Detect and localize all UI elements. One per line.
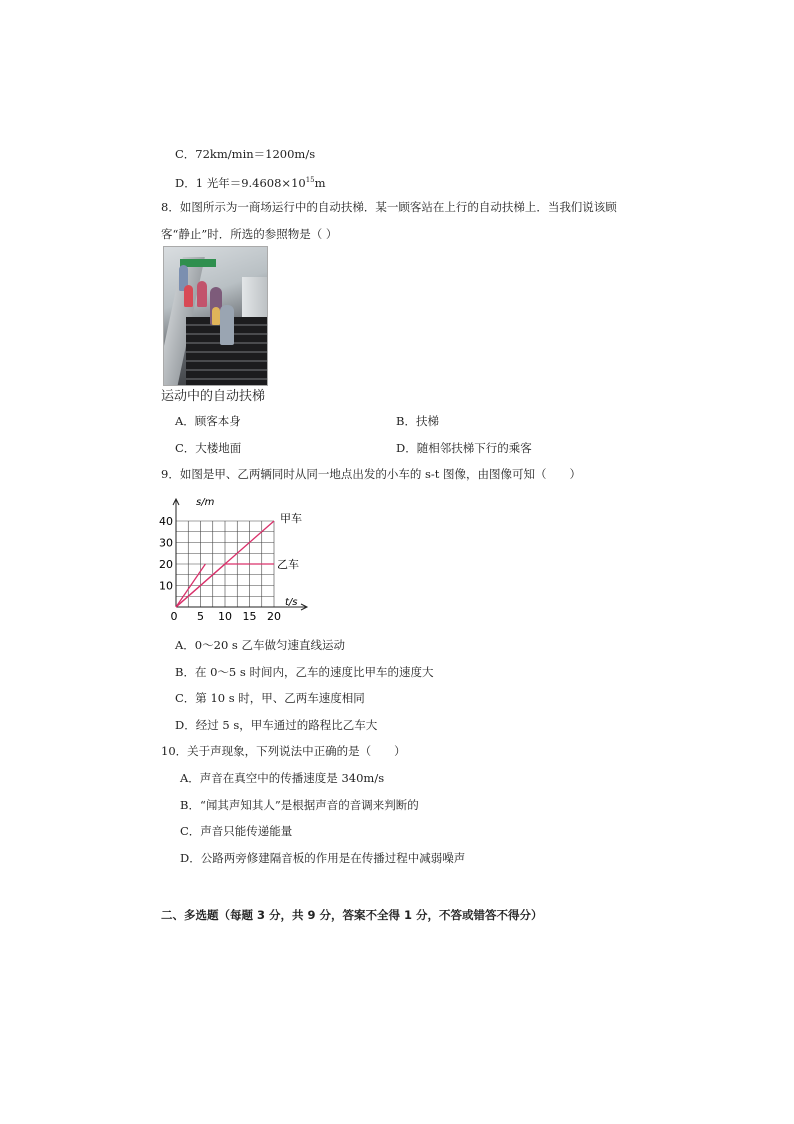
q9-option-d: D．经过 5 s，甲车通过的路程比乙车大 [175,718,378,732]
q10-option-a: A．声音在真空中的传播速度是 340m/s [180,771,385,785]
series-label-yi: 乙车 [277,558,299,571]
x-axis-label: t/s [285,597,298,608]
x-tick-label: 0 [170,610,178,623]
section-heading-multi-choice: 二、多选题（每题 3 分，共 9 分，答案不全得 1 分，不答或错答不得分） [161,908,543,922]
escalator-photo [163,246,268,386]
q8-stem-line2: 客“静止”时．所选的参照物是（ ） [161,227,338,241]
st-graph [150,494,320,624]
q8-option-c: C．大楼地面 [175,441,242,455]
y-tick-label: 30 [159,536,173,550]
q10-stem: 10．关于声现象，下列说法中正确的是（ ） [161,744,406,758]
q9-option-b: B．在 0～5 s 时间内，乙车的速度比甲车的速度大 [175,665,434,679]
x-tick-label: 20 [267,610,281,623]
q9-option-c: C．第 10 s 时，甲、乙两车速度相同 [175,691,365,705]
q10-option-b: B．“闻其声知其人”是根据声音的音调来判断的 [180,798,419,812]
y-axis-label: s/m [196,497,215,508]
y-tick-label: 10 [159,579,173,593]
q7-option-d-suffix: m [314,175,326,190]
q10-option-c: C．声音只能传递能量 [180,824,293,838]
q9-stem: 9．如图是甲、乙两辆同时从同一地点出发的小车的 s-t 图像，由图像可知（ ） [161,467,582,481]
x-tick-label: 5 [197,610,204,623]
q8-stem-line1: 8．如图所示为一商场运行中的自动扶梯．某一顾客站在上行的自动扶梯上．当我们说该顾 [161,200,617,214]
q7-option-d [175,172,326,191]
q8-option-b: B．扶梯 [396,414,439,428]
q7-option-d-exponent: 15 [305,176,315,184]
q7-option-d-prefix: D．1 光年＝9.4608×10 [175,175,306,190]
series-label-jia: 甲车 [280,512,302,525]
q8-option-d: D．随相邻扶梯下行的乘客 [396,441,532,455]
x-tick-label: 10 [218,610,232,623]
q9-option-a: A．0～20 s 乙车做匀速直线运动 [175,638,345,652]
q8-option-a: A．顾客本身 [175,414,241,428]
q10-option-d: D．公路两旁修建隔音板的作用是在传播过程中减弱噪声 [180,851,466,865]
photo-caption: 运动中的自动扶梯 [161,389,266,404]
y-tick-label: 40 [159,515,173,528]
y-tick-label: 20 [159,558,173,571]
q7-option-c: C．72km/min＝1200m/s [175,147,316,161]
x-tick-label: 15 [242,610,257,623]
